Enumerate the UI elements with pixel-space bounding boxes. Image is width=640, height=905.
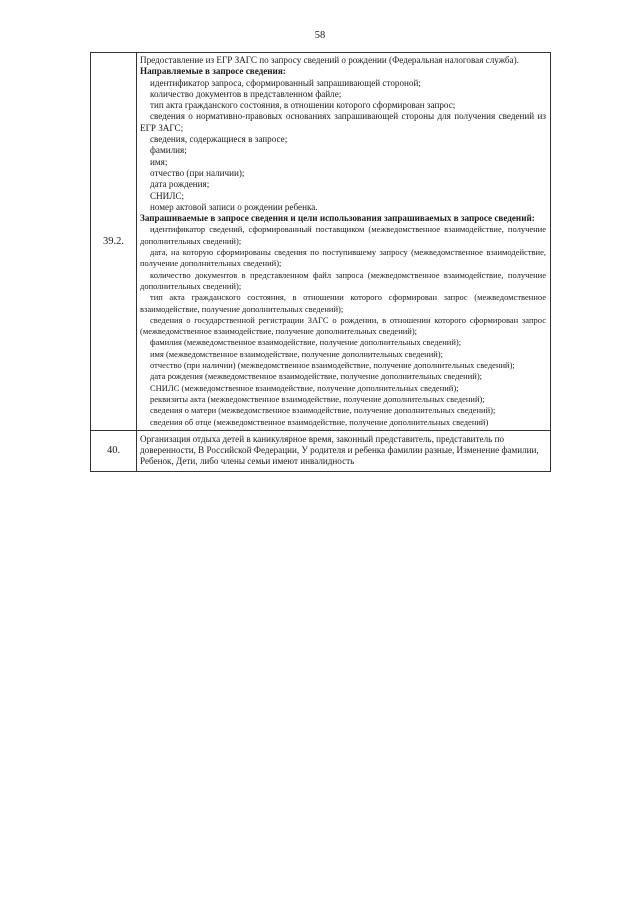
row-number-cell (91, 430, 137, 471)
list-item: дата, на которую сформированы сведения по поступившему запросу (межведомственное взаимодействие, получение дополнительных сведений); (140, 247, 546, 269)
list-item: тип акта гражданского состояния, в отношении которого сформирован запрос; (150, 100, 456, 111)
paragraph: Организация отдыха детей в каникулярное время, законный представитель, представитель по доверенности, В Российской Федерации, У родителя и ребенка фамилии разные, Изменение фамилии, Ребенок, Дети, либо члены семьи имеют инвалидность (140, 433, 539, 467)
list-item: имя (межведомственное взаимодействие, получение дополнительных сведений); (150, 348, 443, 359)
row-content-cell (137, 53, 551, 431)
list-item: фамилия; (150, 145, 187, 156)
list-item: сведения о нормативно-правовых основаниях запрашивающей стороны для получения сведений из ЕГР ЗАГС; (140, 111, 546, 133)
list-item: идентификатор сведений, сформированный поставщиком (межведомственное взаимодействие, получение дополнительных сведений); (140, 224, 546, 246)
list-item: дата рождения (межведомственное взаимодействие, получение дополнительных сведений); (150, 371, 483, 382)
table-row (91, 53, 551, 431)
list-item: тип акта гражданского состояния, в отношении которого сформирован запрос (межведомственное взаимодействие, получение дополнительных сведений); (140, 292, 546, 314)
list-item: реквизиты акта (межведомственное взаимодействие, получение дополнительных сведений); (150, 393, 485, 404)
row-number-cell (91, 53, 137, 431)
list-item: СНИЛС (межведомственное взаимодействие, получение дополнительных сведений); (150, 382, 459, 393)
list-item: количество документов в представленном файл запроса (межведомственное взаимодействие, получение дополнительных сведений); (140, 269, 546, 291)
list-item: сведения о государственной регистрации ЗАГС о рождении, в отношении которого сформирован запрос (межведомственное взаимодействие, получение дополнительных сведений); (140, 314, 546, 337)
row-number: 40. (106, 445, 121, 457)
list-item: номер актовой записи о рождении ребенка. (150, 201, 318, 212)
list-item: дата рождения; (150, 179, 210, 190)
list-item: количество документов в представленном файле; (150, 88, 342, 99)
list-item: сведения о матери (межведомственное взаимодействие, получение дополнительных сведений); (150, 405, 496, 416)
paragraph: Предоставление из ЕГР ЗАГС по запросу сведений о рождении (Федеральная налоговая служба). (140, 55, 519, 65)
list-item: отчество (при наличии); (150, 167, 245, 178)
list-item: фамилия (межведомственное взаимодействие, получение дополнительных сведений); (150, 337, 462, 348)
list-item: идентификатор запроса, сформированный запрашивающей стороной; (150, 77, 421, 88)
section-heading: Направляемые в запросе сведения: (140, 66, 286, 77)
list-item: имя; (150, 156, 168, 167)
row-number: 39.2. (103, 235, 124, 247)
list-item: СНИЛС; (150, 190, 185, 201)
table-body (91, 53, 551, 472)
page-number: 58 (314, 30, 326, 41)
row-content-cell (137, 430, 551, 471)
list-item: отчество (при наличии) (межведомственное взаимодействие, получение дополнительных сведений); (150, 360, 515, 371)
table-row (91, 430, 551, 471)
list-item: сведения, содержащиеся в запросе; (150, 134, 288, 145)
document-table (90, 52, 551, 472)
list-item: сведения об отце (межведомственное взаимодействие, получение дополнительных сведений) (150, 416, 489, 427)
section-heading: Запрашиваемые в запросе сведения и цели использования запрашиваемых в запросе сведений: (140, 213, 535, 224)
